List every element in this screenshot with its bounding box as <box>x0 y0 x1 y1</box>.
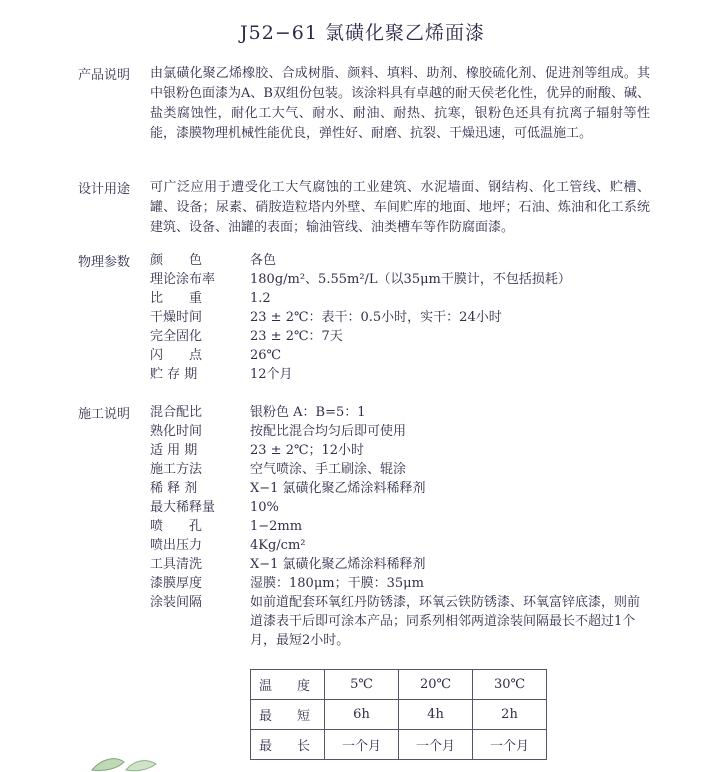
param-value: X−1 氯磺化聚乙烯涂料稀释剂 <box>250 557 426 572</box>
leaf-decoration-icon <box>90 752 160 772</box>
table-cell: 4h <box>399 700 473 730</box>
table-cell: 一个月 <box>473 730 547 760</box>
param-value: 12个月 <box>250 367 293 382</box>
physical-label: 物理参数 <box>78 255 131 270</box>
param-value: 1−2mm <box>250 519 303 534</box>
param-value: 空气喷涂、手工刷涂、辊涂 <box>250 462 407 477</box>
param-value: 湿膜：180μm；干膜：35μm <box>250 576 424 591</box>
param-key: 颜 色 <box>150 253 203 268</box>
param-key: 闪 点 <box>150 348 203 363</box>
table-cell: 6h <box>325 700 399 730</box>
param-value: 10% <box>250 500 279 515</box>
param-key: 漆膜厚度 <box>150 576 203 591</box>
param-value: 银粉色 A：B=5：1 <box>250 405 366 420</box>
usage-text: 可广泛应用于遭受化工大气腐蚀的工业建筑、水泥墙面、钢结构、化工管线、贮槽、罐、设备；尿素、硝胺造粒塔内外壁、车间贮库的地面、地坪；石油、炼油和化工系统建筑、设备、油罐的表面；输油管线、油类槽车等作防腐面漆。 <box>150 180 650 235</box>
param-key: 比 重 <box>150 291 203 306</box>
param-value: 23 ± 2℃：7天 <box>250 329 343 344</box>
param-value: 26℃ <box>250 348 282 363</box>
usage-section <box>78 178 658 238</box>
table-cell: 一个月 <box>325 730 399 760</box>
table-row <box>251 670 547 700</box>
param-key: 最大稀释量 <box>150 500 216 515</box>
param-key: 适 用 期 <box>150 443 198 458</box>
product-section <box>78 64 658 154</box>
page-title: J52−61 氯磺化聚乙烯面漆 <box>240 22 485 44</box>
param-key: 工具清洗 <box>150 557 203 572</box>
param-key: 施工方法 <box>150 462 203 477</box>
param-key: 理论涂布率 <box>150 272 216 287</box>
construction-section <box>78 403 658 653</box>
construction-label: 施工说明 <box>78 407 131 422</box>
table-cell: 一个月 <box>399 730 473 760</box>
param-key: 完全固化 <box>150 329 203 344</box>
interval-table <box>250 669 547 760</box>
param-value: 按配比混合均匀后即可使用 <box>250 424 407 439</box>
usage-label: 设计用途 <box>78 182 131 197</box>
table-row <box>251 700 547 730</box>
param-key: 熟化时间 <box>150 424 203 439</box>
param-value: 4Kg/cm² <box>250 538 306 553</box>
param-key: 混合配比 <box>150 405 203 420</box>
product-text: 由氯磺化聚乙烯橡胶、合成树脂、颜料、填料、助剂、橡胶硫化剂、促进剂等组成。其中银粉色面漆为A、B双组份包装。该涂料具有卓越的耐天侯老化性，优异的耐酸、碱、盐类腐蚀性，耐化工大气、耐水、耐油、耐热、抗寒，银粉色还具有抗离子辐射等性能，漆膜物理机械性能优良，弹性好、耐磨、抗裂、干燥迅速，可低温施工。 <box>150 66 650 141</box>
param-key: 涂装间隔 <box>150 595 203 610</box>
table-cell: 最 长 <box>251 730 325 760</box>
param-value: 180g/m²、5.55m²/L（以35μm干膜计，不包括损耗） <box>250 272 571 287</box>
table-cell: 最 短 <box>251 700 325 730</box>
param-value: X−1 氯磺化聚乙烯涂料稀释剂 <box>250 481 426 496</box>
param-value: 23 ± 2℃：表干：0.5小时，实干：24小时 <box>250 310 502 325</box>
table-row <box>251 730 547 760</box>
param-key: 喷出压力 <box>150 538 203 553</box>
product-label: 产品说明 <box>78 68 131 83</box>
table-cell: 温 度 <box>251 670 325 700</box>
table-cell: 20℃ <box>399 670 473 700</box>
param-value: 1.2 <box>250 291 271 306</box>
param-value: 各色 <box>250 253 277 268</box>
param-key: 贮 存 期 <box>150 367 198 382</box>
param-value: 如前道配套环氧红丹防锈漆，环氧云铁防锈漆、环氧富锌底漆，则前道漆表干后即可涂本产品；同系列相邻两道涂装间隔最长不超过1个月，最短2小时。 <box>250 595 641 648</box>
param-key: 喷 孔 <box>150 519 203 534</box>
param-key: 干燥时间 <box>150 310 203 325</box>
table-cell: 2h <box>473 700 547 730</box>
table-cell: 5℃ <box>325 670 399 700</box>
table-cell: 30℃ <box>473 670 547 700</box>
param-key: 稀 释 剂 <box>150 481 198 496</box>
param-value: 23 ± 2℃；12小时 <box>250 443 365 458</box>
physical-section <box>78 251 658 386</box>
